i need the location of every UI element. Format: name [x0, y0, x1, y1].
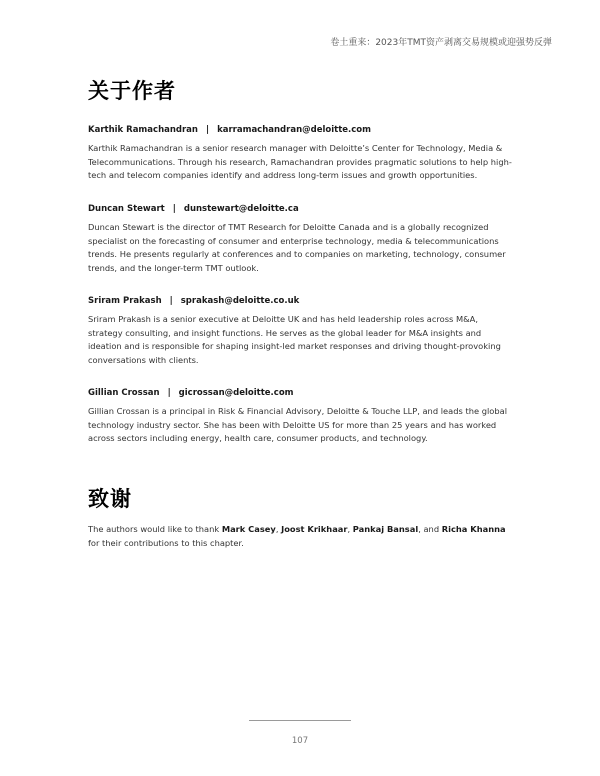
author-bio: Sriram Prakash is a senior executive at Deloitte UK and has held leadership roles across M&A, strategy consulting, and insight functions. He serves as the global leader for M&A insights and ideation and is responsible for shaping insight-led market responses and driving thought-provoking conversations with clients.: [88, 314, 501, 365]
page-number: 107: [291, 736, 309, 746]
author-header: [88, 203, 513, 215]
ack-name: Pankaj Bansal: [352, 524, 419, 534]
ack-intro: The authors would like to thank: [88, 524, 222, 534]
footer-divider: [249, 720, 351, 721]
ack-separator: ,: [275, 524, 282, 534]
acknowledgments-text: [88, 523, 513, 550]
author-block: [88, 124, 513, 183]
author-separator: |: [205, 125, 210, 135]
author-name: Duncan Stewart: [88, 204, 165, 214]
author-email: gicrossan@deloitte.com: [178, 388, 294, 398]
author-email: dunstewart@deloitte.ca: [183, 204, 299, 214]
author-block: [88, 295, 513, 367]
author-name: Gillian Crossan: [88, 388, 160, 398]
author-header: [88, 387, 513, 399]
running-header: 卷土重来：2023年TMT资产剥离交易规模或迎强势反弹: [330, 38, 552, 48]
author-name: Sriram Prakash: [88, 296, 162, 306]
ack-separator: ,: [347, 524, 353, 534]
author-bio: Gillian Crossan is a principal in Risk & Financial Advisory, Deloitte & Touche LLP, and leads the global technology industry sector. She has been with Deloitte US for more than 25 years and has worked across sectors including energy, health care, consumer products, and technology.: [88, 406, 507, 444]
author-separator: |: [169, 296, 173, 306]
acknowledgments-heading: 致谢: [88, 487, 132, 511]
author-email: karramachandran@deloitte.com: [217, 125, 371, 135]
ack-outro: for their contributions to this chapter.: [88, 537, 244, 548]
author-name: Karthik Ramachandran: [88, 125, 198, 135]
author-header: [88, 295, 513, 307]
author-bio: Duncan Stewart is the director of TMT Research for Deloitte Canada and is a globally recognized specialist on the forecasting of consumer and enterprise technology, media & telecommunications trends. He presents regularly at conferences and to companies on marketing, technology, consumer trends, and the longer-term TMT outlook.: [88, 222, 506, 273]
author-block: [88, 203, 513, 275]
author-bio: Karthik Ramachandran is a senior research manager with Deloitte’s Center for Technology, Media & Telecommunications. Through his research, Ramachandran provides pragmatic solutions to help high-tech and telecom companies identify and address long-term issues and growth opportunities.: [88, 143, 512, 181]
author-separator: |: [172, 204, 176, 214]
author-separator: |: [167, 388, 171, 398]
author-email: sprakash@deloitte.co.uk: [180, 296, 300, 306]
ack-separator: , and: [418, 524, 442, 534]
ack-name: Joost Krikhaar: [281, 524, 348, 534]
ack-name: Mark Casey: [221, 524, 276, 534]
about-authors-heading: 关于作者: [88, 79, 176, 103]
author-block: [88, 387, 513, 446]
author-header: [88, 124, 513, 136]
ack-name: Richa Khanna: [441, 524, 506, 534]
